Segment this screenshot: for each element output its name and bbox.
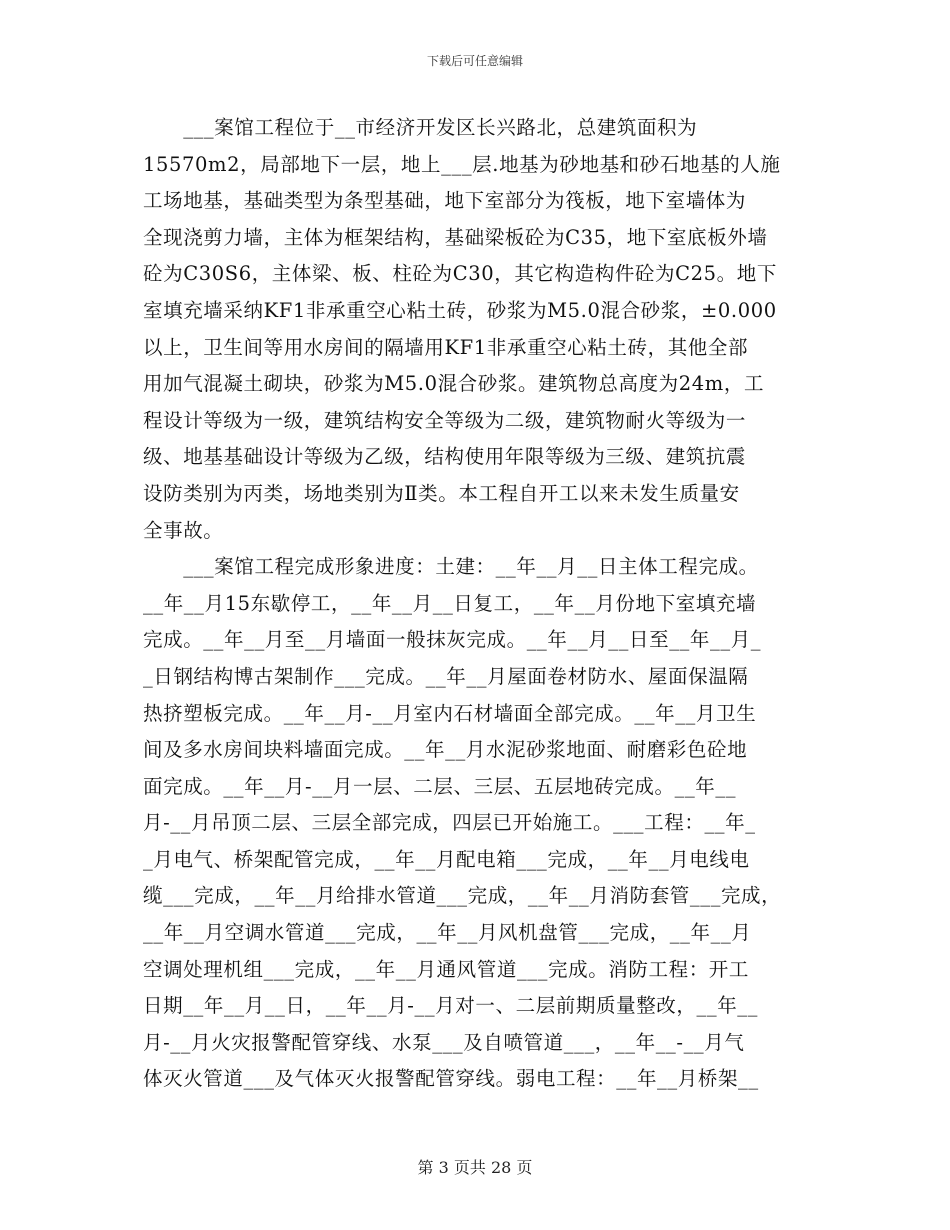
text-line: __年__月15东歇停工，__年__月__日复工，__年__月份地下室填充墙 — [143, 591, 757, 615]
text-line: __年__月空调水管道___完成，__年__月风机盘管___完成，__年__月 — [143, 921, 752, 945]
text-line: 室填充墙采纳KF1非承重空心粘土砖，砂浆为M5.0混合砂浆，±0.000 — [143, 298, 777, 322]
text-line: 热挤塑板完成。__年__月-__月室内石材墙面全部完成。__年__月卫生 — [143, 701, 757, 725]
text-line: 程设计等级为一级，建筑结构安全等级为二级，建筑物耐火等级为一 — [143, 408, 747, 432]
text-line: 空调处理机组___完成，__年__月通风管道___完成。消防工程：开工 — [143, 957, 750, 981]
text-line: 面完成。__年__月-__月一层、二层、三层、五层地砖完成。__年__ — [143, 774, 737, 798]
text-line: 15570m2，局部地下一层，地上___层.地基为砂地基和砂石地基的人施 — [143, 152, 781, 176]
text-line: ___案馆工程完成形象进度：土建：__年__月__日主体工程完成。 — [143, 555, 759, 579]
page-header: 下载后可任意编辑 — [426, 54, 523, 68]
text-line: 日期__年__月__日，__年__月-__月对一、二层前期质量整改，__年__ — [143, 994, 758, 1018]
text-line: 完成。__年__月至__月墙面一般抹灰完成。__年__月__日至__年__月_ — [143, 628, 762, 652]
text-line: 工场地基，基础类型为条型基础，地下室部分为筏板，地下室墙体为 — [143, 189, 747, 213]
text-line: 月-__月吊顶二层、三层全部完成，四层已开始施工。___工程：__年_ — [143, 811, 756, 835]
text-line: 级、地基基础设计等级为乙级，结构使用年限等级为三级、建筑抗震 — [143, 445, 747, 469]
text-line: _月电气、桥架配管完成，__年__月配电箱___完成，__年__月电线电 — [143, 847, 750, 871]
page-footer: 第 3 页共 28 页 — [417, 1158, 533, 1177]
text-line: ___案馆工程位于__市经济开发区长兴路北，总建筑面积为 — [143, 116, 698, 139]
text-line: 体灭火管道___及气体灭火报警配管穿线。弱电工程：__年__月桥架__ — [143, 1067, 759, 1091]
text-line: 以上，卫生间等用水房间的隔墙用KF1非承重空心粘土砖，其他全部 — [143, 335, 749, 359]
text-line: 用加气混凝土砌块，砂浆为M5.0混合砂浆。建筑物总高度为24m，工 — [143, 372, 765, 396]
text-line: 缆___完成，__年__月给排水管道___完成，__年__月消防套管___完成， — [143, 884, 782, 908]
text-line: 砼为C30S6，主体梁、板、柱砼为C30，其它构造构件砼为C25。地下 — [143, 262, 777, 286]
text-line: 设防类别为丙类，场地类别为Ⅱ类。本工程自开工以来未发生质量安 — [143, 481, 740, 505]
text-line: 月-__月火灾报警配管穿线、水泵___及自喷管道___，__年__-__月气 — [143, 1030, 745, 1054]
text-line: _日钢结构博古架制作___完成。__年__月屋面卷材防水、屋面保温隔 — [143, 664, 749, 688]
text-line: 全事故。 — [143, 518, 224, 542]
text-line: 全现浇剪力墙，主体为框架结构，基础梁板砼为C35，地下室底板外墙 — [143, 225, 768, 249]
body-text — [143, 110, 813, 1098]
text-line: 间及多水房间块料墙面完成。__年__月水泥砂浆地面、耐磨彩色砼地 — [143, 738, 748, 762]
